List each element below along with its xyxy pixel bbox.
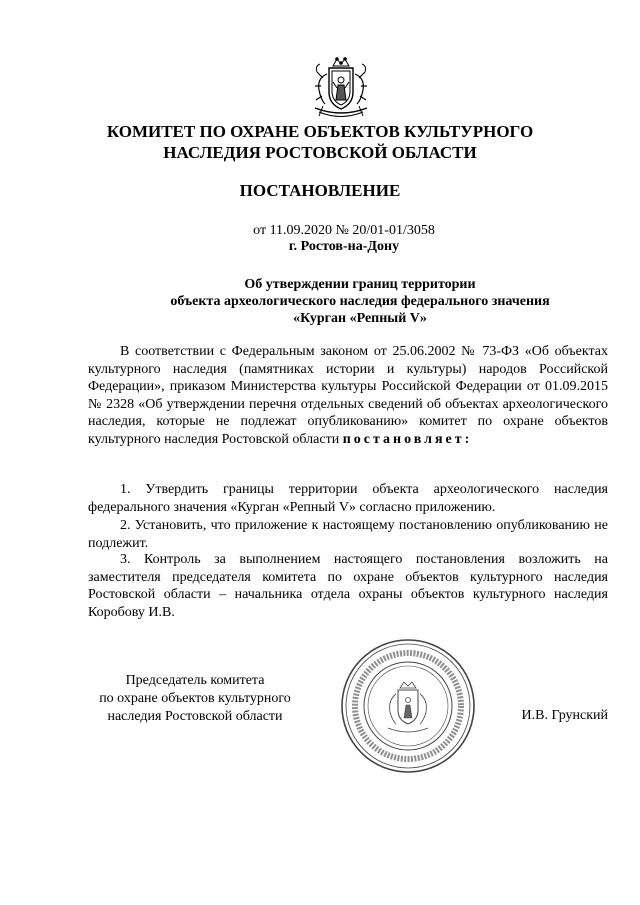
- decree-item-1-text: 1. Утвердить границы территории объекта археологического наследия федерального значения «Курган «Репный V» согласно приложению.: [88, 482, 608, 515]
- document-date-number: от 11.09.2020 № 20/01-01/3058: [253, 223, 435, 238]
- signatory-name: И.В. Грунский: [521, 708, 608, 723]
- decree-item-3-text: 3. Контроль за выполнением настоящего постановления возложить на заместителя председателя комитета по охране объектов культурного наследия Ростовской области – начальника отдела охраны объектов культурного наследия Коробову И.В.: [88, 552, 608, 620]
- preamble-paragraph: [88, 343, 608, 448]
- signatory-position-line1: Председатель комитета: [125, 673, 265, 688]
- signatory-position-line2: по охране объектов культурного: [99, 691, 291, 706]
- organization-name-line1: КОМИТЕТ ПО ОХРАНЕ ОБЪЕКТОВ КУЛЬТУРНОГО: [106, 122, 534, 141]
- preamble-text: В соответствии с Федеральным законом от 25.06.2002 № 73-ФЗ «Об объектах культурного наследия (памятниках истории и культуры) народов Российской Федерации», приказом Министерства культуры Российской Федерации от 01.09.2015 № 2328 «Об утверждении перечня отдельных сведений об объектах археологического наследия, которые не подлежат опубликованию» комитет по охране объектов культурного наследия Ростовской области: [88, 344, 608, 447]
- decree-item-2: [88, 517, 608, 552]
- signatory-position-line3: наследия Ростовской области: [107, 709, 283, 724]
- subject-line3: «Курган «Репный V»: [293, 311, 427, 326]
- decree-item-1: [88, 481, 608, 516]
- official-seal-icon: [340, 638, 476, 774]
- document-city: г. Ростов-на-Дону: [288, 239, 400, 254]
- organization-name-line2: НАСЛЕДИЯ РОСТОВСКОЙ ОБЛАСТИ: [163, 143, 477, 162]
- signatory-position: [80, 672, 310, 726]
- decree-item-2-text: 2. Установить, что приложение к настоящему постановлению опубликованию не подлежит.: [88, 518, 608, 551]
- subject-line1: Об утверждении границ территории: [244, 277, 476, 292]
- document-subject: [120, 276, 600, 327]
- preamble-decree-word: постановляет:: [342, 431, 473, 447]
- subject-line2: объекта археологического наследия федерального значения: [170, 294, 550, 309]
- organization-name: [60, 121, 580, 163]
- decree-item-3: [88, 551, 608, 621]
- document-type: ПОСТАНОВЛЕНИЕ: [239, 181, 401, 200]
- coat-of-arms-icon: [311, 56, 371, 122]
